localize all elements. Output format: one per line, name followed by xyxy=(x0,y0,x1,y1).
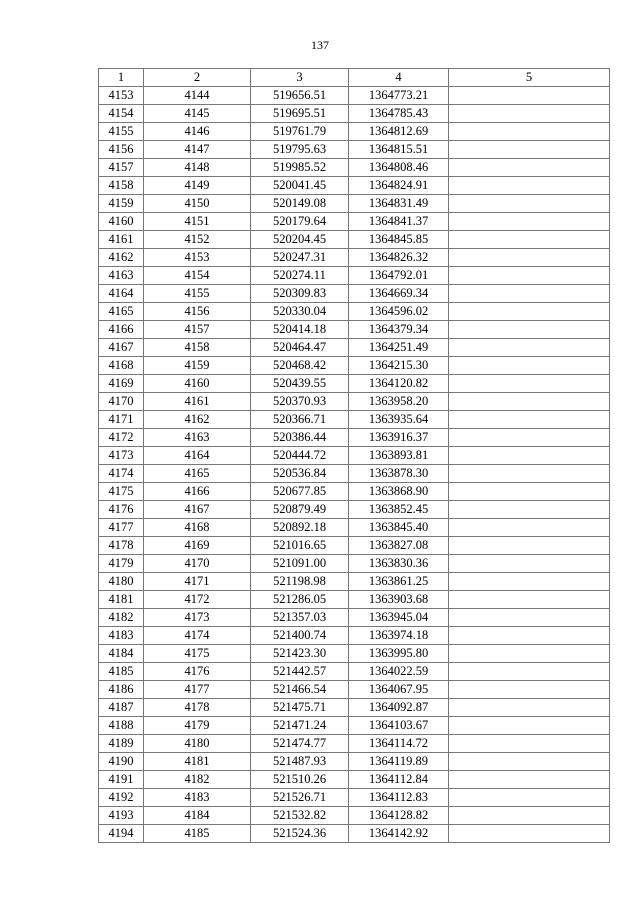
table-row xyxy=(99,177,610,195)
table-cell-col-3: 521526.71 xyxy=(251,789,349,807)
table-row xyxy=(99,465,610,483)
table-cell-col-5 xyxy=(449,753,610,771)
table-cell-col-5 xyxy=(449,537,610,555)
table-cell-col-2: 4178 xyxy=(144,699,251,717)
table-cell-col-2: 4182 xyxy=(144,771,251,789)
table-cell-col-1: 4154 xyxy=(99,105,144,123)
table-cell-col-3: 520677.85 xyxy=(251,483,349,501)
table-cell-col-1: 4180 xyxy=(99,573,144,591)
table-cell-col-5 xyxy=(449,555,610,573)
table-cell-col-5 xyxy=(449,339,610,357)
coordinates-table xyxy=(98,68,610,843)
table-cell-col-2: 4183 xyxy=(144,789,251,807)
table-cell-col-4: 1363974.18 xyxy=(349,627,449,645)
table-row xyxy=(99,645,610,663)
table-cell-col-4: 1363935.64 xyxy=(349,411,449,429)
table-header-row xyxy=(99,69,610,87)
table-cell-col-1: 4194 xyxy=(99,825,144,843)
table-cell-col-4: 1364824.91 xyxy=(349,177,449,195)
table-row xyxy=(99,159,610,177)
table-cell-col-5 xyxy=(449,447,610,465)
table-row xyxy=(99,699,610,717)
table-cell-col-5 xyxy=(449,627,610,645)
table-cell-col-1: 4165 xyxy=(99,303,144,321)
table-cell-col-3: 520274.11 xyxy=(251,267,349,285)
table-cell-col-3: 521524.36 xyxy=(251,825,349,843)
table-cell-col-1: 4191 xyxy=(99,771,144,789)
column-header-3: 3 xyxy=(251,69,349,87)
table-cell-col-4: 1364815.51 xyxy=(349,141,449,159)
table-row xyxy=(99,339,610,357)
table-row xyxy=(99,825,610,843)
table-cell-col-5 xyxy=(449,213,610,231)
table-row xyxy=(99,501,610,519)
table-cell-col-5 xyxy=(449,411,610,429)
table-cell-col-3: 521510.26 xyxy=(251,771,349,789)
table-cell-col-5 xyxy=(449,591,610,609)
table-cell-col-2: 4146 xyxy=(144,123,251,141)
table-cell-col-5 xyxy=(449,231,610,249)
table-cell-col-4: 1363830.36 xyxy=(349,555,449,573)
table-cell-col-3: 520330.04 xyxy=(251,303,349,321)
table-row xyxy=(99,375,610,393)
table-cell-col-4: 1364215.30 xyxy=(349,357,449,375)
table-row xyxy=(99,393,610,411)
table-cell-col-3: 520879.49 xyxy=(251,501,349,519)
table-cell-col-1: 4156 xyxy=(99,141,144,159)
table-cell-col-1: 4179 xyxy=(99,555,144,573)
table-cell-col-1: 4177 xyxy=(99,519,144,537)
table-cell-col-5 xyxy=(449,645,610,663)
table-cell-col-1: 4181 xyxy=(99,591,144,609)
table-cell-col-2: 4172 xyxy=(144,591,251,609)
table-cell-col-5 xyxy=(449,321,610,339)
table-cell-col-3: 519761.79 xyxy=(251,123,349,141)
table-cell-col-4: 1364792.01 xyxy=(349,267,449,285)
table-cell-col-2: 4176 xyxy=(144,663,251,681)
table-cell-col-1: 4190 xyxy=(99,753,144,771)
table-cell-col-3: 520309.83 xyxy=(251,285,349,303)
table-cell-col-3: 521475.71 xyxy=(251,699,349,717)
table-row xyxy=(99,213,610,231)
table-cell-col-1: 4173 xyxy=(99,447,144,465)
table-cell-col-4: 1363868.90 xyxy=(349,483,449,501)
table-cell-col-5 xyxy=(449,393,610,411)
table-row xyxy=(99,267,610,285)
table-cell-col-1: 4192 xyxy=(99,789,144,807)
table-cell-col-5 xyxy=(449,717,610,735)
table-cell-col-3: 521487.93 xyxy=(251,753,349,771)
table-row xyxy=(99,771,610,789)
table-cell-col-1: 4178 xyxy=(99,537,144,555)
table-cell-col-1: 4188 xyxy=(99,717,144,735)
table-cell-col-3: 519985.52 xyxy=(251,159,349,177)
table-cell-col-4: 1363878.30 xyxy=(349,465,449,483)
table-cell-col-4: 1363903.68 xyxy=(349,591,449,609)
table-cell-col-2: 4179 xyxy=(144,717,251,735)
table-cell-col-4: 1363893.81 xyxy=(349,447,449,465)
table-cell-col-2: 4175 xyxy=(144,645,251,663)
table-row xyxy=(99,105,610,123)
table-cell-col-5 xyxy=(449,429,610,447)
column-header-1: 1 xyxy=(99,69,144,87)
table-row xyxy=(99,249,610,267)
table-cell-col-5 xyxy=(449,285,610,303)
table-cell-col-1: 4193 xyxy=(99,807,144,825)
table-cell-col-2: 4166 xyxy=(144,483,251,501)
table-row xyxy=(99,753,610,771)
table-cell-col-2: 4173 xyxy=(144,609,251,627)
table-cell-col-4: 1364022.59 xyxy=(349,663,449,681)
table-cell-col-2: 4151 xyxy=(144,213,251,231)
table-cell-col-1: 4153 xyxy=(99,87,144,105)
table-cell-col-3: 519795.63 xyxy=(251,141,349,159)
table-cell-col-4: 1364119.89 xyxy=(349,753,449,771)
table-cell-col-3: 520892.18 xyxy=(251,519,349,537)
table-cell-col-4: 1364251.49 xyxy=(349,339,449,357)
table-cell-col-4: 1364669.34 xyxy=(349,285,449,303)
table-cell-col-2: 4165 xyxy=(144,465,251,483)
table-cell-col-3: 521423.30 xyxy=(251,645,349,663)
table-cell-col-5 xyxy=(449,735,610,753)
table-cell-col-4: 1364142.92 xyxy=(349,825,449,843)
table-cell-col-2: 4161 xyxy=(144,393,251,411)
table-cell-col-1: 4176 xyxy=(99,501,144,519)
table-cell-col-3: 519656.51 xyxy=(251,87,349,105)
table-cell-col-1: 4186 xyxy=(99,681,144,699)
table-cell-col-4: 1364112.83 xyxy=(349,789,449,807)
table-cell-col-4: 1364785.43 xyxy=(349,105,449,123)
table-cell-col-5 xyxy=(449,825,610,843)
table-cell-col-2: 4163 xyxy=(144,429,251,447)
table-body xyxy=(99,87,610,843)
table-cell-col-1: 4182 xyxy=(99,609,144,627)
table-cell-col-5 xyxy=(449,465,610,483)
table-cell-col-2: 4167 xyxy=(144,501,251,519)
table-cell-col-4: 1363945.04 xyxy=(349,609,449,627)
table-cell-col-2: 4153 xyxy=(144,249,251,267)
table-cell-col-4: 1364826.32 xyxy=(349,249,449,267)
table-cell-col-3: 520370.93 xyxy=(251,393,349,411)
table-cell-col-2: 4154 xyxy=(144,267,251,285)
table-cell-col-4: 1364841.37 xyxy=(349,213,449,231)
table-cell-col-4: 1364112.84 xyxy=(349,771,449,789)
table-cell-col-2: 4152 xyxy=(144,231,251,249)
table-cell-col-1: 4167 xyxy=(99,339,144,357)
table-cell-col-2: 4147 xyxy=(144,141,251,159)
table-cell-col-5 xyxy=(449,771,610,789)
table-cell-col-1: 4174 xyxy=(99,465,144,483)
table-cell-col-2: 4160 xyxy=(144,375,251,393)
table-cell-col-2: 4168 xyxy=(144,519,251,537)
table-cell-col-3: 519695.51 xyxy=(251,105,349,123)
table-cell-col-5 xyxy=(449,789,610,807)
table-cell-col-2: 4170 xyxy=(144,555,251,573)
table-cell-col-1: 4164 xyxy=(99,285,144,303)
table-cell-col-3: 520179.64 xyxy=(251,213,349,231)
table-cell-col-4: 1364845.85 xyxy=(349,231,449,249)
table-cell-col-1: 4157 xyxy=(99,159,144,177)
table-cell-col-3: 520204.45 xyxy=(251,231,349,249)
table-cell-col-3: 520464.47 xyxy=(251,339,349,357)
table-cell-col-3: 521357.03 xyxy=(251,609,349,627)
table-cell-col-4: 1363827.08 xyxy=(349,537,449,555)
table-cell-col-5 xyxy=(449,699,610,717)
table-cell-col-5 xyxy=(449,375,610,393)
table-row xyxy=(99,735,610,753)
table-cell-col-4: 1363958.20 xyxy=(349,393,449,411)
table-cell-col-3: 520247.31 xyxy=(251,249,349,267)
table-cell-col-4: 1363852.45 xyxy=(349,501,449,519)
column-header-2: 2 xyxy=(144,69,251,87)
table-cell-col-4: 1364831.49 xyxy=(349,195,449,213)
table-cell-col-3: 520386.44 xyxy=(251,429,349,447)
table-row xyxy=(99,681,610,699)
table-cell-col-2: 4159 xyxy=(144,357,251,375)
table-row xyxy=(99,519,610,537)
table-cell-col-2: 4157 xyxy=(144,321,251,339)
table-cell-col-3: 521286.05 xyxy=(251,591,349,609)
table-cell-col-1: 4163 xyxy=(99,267,144,285)
table-row xyxy=(99,321,610,339)
table-row xyxy=(99,429,610,447)
table-row xyxy=(99,627,610,645)
table-cell-col-5 xyxy=(449,249,610,267)
table-cell-col-5 xyxy=(449,573,610,591)
table-cell-col-5 xyxy=(449,303,610,321)
table-cell-col-2: 4177 xyxy=(144,681,251,699)
table-cell-col-3: 521198.98 xyxy=(251,573,349,591)
table-cell-col-3: 520536.84 xyxy=(251,465,349,483)
table-cell-col-5 xyxy=(449,87,610,105)
table-cell-col-2: 4158 xyxy=(144,339,251,357)
table-cell-col-5 xyxy=(449,195,610,213)
table-cell-col-2: 4149 xyxy=(144,177,251,195)
table-row xyxy=(99,303,610,321)
table-cell-col-4: 1364773.21 xyxy=(349,87,449,105)
table-cell-col-4: 1364128.82 xyxy=(349,807,449,825)
table-row xyxy=(99,411,610,429)
table-row xyxy=(99,447,610,465)
table-cell-col-3: 520444.72 xyxy=(251,447,349,465)
table-cell-col-3: 521400.74 xyxy=(251,627,349,645)
table-row xyxy=(99,87,610,105)
table-cell-col-2: 4148 xyxy=(144,159,251,177)
table-cell-col-4: 1363845.40 xyxy=(349,519,449,537)
table-cell-col-3: 521442.57 xyxy=(251,663,349,681)
table-cell-col-3: 520468.42 xyxy=(251,357,349,375)
table-cell-col-2: 4145 xyxy=(144,105,251,123)
table-cell-col-1: 4161 xyxy=(99,231,144,249)
table-row xyxy=(99,807,610,825)
table-row xyxy=(99,591,610,609)
table-cell-col-1: 4168 xyxy=(99,357,144,375)
table-row xyxy=(99,609,610,627)
table-cell-col-5 xyxy=(449,501,610,519)
table-cell-col-2: 4164 xyxy=(144,447,251,465)
table-cell-col-2: 4144 xyxy=(144,87,251,105)
table-cell-col-3: 520041.45 xyxy=(251,177,349,195)
page-number: 137 xyxy=(311,38,329,52)
table-cell-col-4: 1364120.82 xyxy=(349,375,449,393)
table-cell-col-4: 1364812.69 xyxy=(349,123,449,141)
table-cell-col-3: 520414.18 xyxy=(251,321,349,339)
table-cell-col-1: 4169 xyxy=(99,375,144,393)
table-cell-col-2: 4150 xyxy=(144,195,251,213)
table-cell-col-5 xyxy=(449,141,610,159)
table-cell-col-1: 4170 xyxy=(99,393,144,411)
table-cell-col-1: 4155 xyxy=(99,123,144,141)
table-row xyxy=(99,141,610,159)
table-cell-col-4: 1363861.25 xyxy=(349,573,449,591)
table-cell-col-4: 1363995.80 xyxy=(349,645,449,663)
table-cell-col-5 xyxy=(449,483,610,501)
table-cell-col-1: 4171 xyxy=(99,411,144,429)
table-row xyxy=(99,663,610,681)
table-cell-col-1: 4160 xyxy=(99,213,144,231)
table-cell-col-5 xyxy=(449,177,610,195)
table-cell-col-3: 521091.00 xyxy=(251,555,349,573)
table-cell-col-3: 521474.77 xyxy=(251,735,349,753)
table-cell-col-1: 4184 xyxy=(99,645,144,663)
table-cell-col-5 xyxy=(449,123,610,141)
table-row xyxy=(99,717,610,735)
table-cell-col-2: 4185 xyxy=(144,825,251,843)
table-cell-col-3: 520366.71 xyxy=(251,411,349,429)
table-row xyxy=(99,285,610,303)
table-cell-col-2: 4174 xyxy=(144,627,251,645)
table-cell-col-5 xyxy=(449,357,610,375)
table-row xyxy=(99,789,610,807)
table-cell-col-2: 4162 xyxy=(144,411,251,429)
table-cell-col-5 xyxy=(449,609,610,627)
table-cell-col-2: 4180 xyxy=(144,735,251,753)
table-row xyxy=(99,483,610,501)
table-cell-col-3: 520149.08 xyxy=(251,195,349,213)
table-cell-col-1: 4189 xyxy=(99,735,144,753)
table-cell-col-2: 4156 xyxy=(144,303,251,321)
table-row xyxy=(99,573,610,591)
table-cell-col-1: 4162 xyxy=(99,249,144,267)
table-cell-col-5 xyxy=(449,663,610,681)
table-cell-col-2: 4169 xyxy=(144,537,251,555)
table-cell-col-3: 521466.54 xyxy=(251,681,349,699)
table-cell-col-1: 4175 xyxy=(99,483,144,501)
table-cell-col-5 xyxy=(449,519,610,537)
table-row xyxy=(99,555,610,573)
table-cell-col-5 xyxy=(449,267,610,285)
column-header-5: 5 xyxy=(449,69,610,87)
table-cell-col-4: 1364103.67 xyxy=(349,717,449,735)
table-cell-col-5 xyxy=(449,105,610,123)
table-cell-col-3: 520439.55 xyxy=(251,375,349,393)
table-cell-col-5 xyxy=(449,159,610,177)
table-cell-col-4: 1364114.72 xyxy=(349,735,449,753)
table-cell-col-5 xyxy=(449,807,610,825)
table-cell-col-2: 4155 xyxy=(144,285,251,303)
table-cell-col-4: 1364092.87 xyxy=(349,699,449,717)
table-cell-col-4: 1364596.02 xyxy=(349,303,449,321)
table-cell-col-3: 521471.24 xyxy=(251,717,349,735)
table-cell-col-4: 1364067.95 xyxy=(349,681,449,699)
table-cell-col-1: 4159 xyxy=(99,195,144,213)
table-cell-col-2: 4181 xyxy=(144,753,251,771)
table-cell-col-4: 1364379.34 xyxy=(349,321,449,339)
table-row xyxy=(99,195,610,213)
table-cell-col-1: 4187 xyxy=(99,699,144,717)
table-cell-col-4: 1363916.37 xyxy=(349,429,449,447)
table-cell-col-1: 4166 xyxy=(99,321,144,339)
table-cell-col-1: 4185 xyxy=(99,663,144,681)
table-cell-col-1: 4158 xyxy=(99,177,144,195)
table-cell-col-5 xyxy=(449,681,610,699)
table-row xyxy=(99,357,610,375)
table-row xyxy=(99,231,610,249)
table-cell-col-3: 521532.82 xyxy=(251,807,349,825)
column-header-4: 4 xyxy=(349,69,449,87)
table-cell-col-1: 4172 xyxy=(99,429,144,447)
table-cell-col-3: 521016.65 xyxy=(251,537,349,555)
table-cell-col-1: 4183 xyxy=(99,627,144,645)
table-cell-col-2: 4171 xyxy=(144,573,251,591)
table-row xyxy=(99,537,610,555)
table-cell-col-2: 4184 xyxy=(144,807,251,825)
table-cell-col-4: 1364808.46 xyxy=(349,159,449,177)
table-row xyxy=(99,123,610,141)
